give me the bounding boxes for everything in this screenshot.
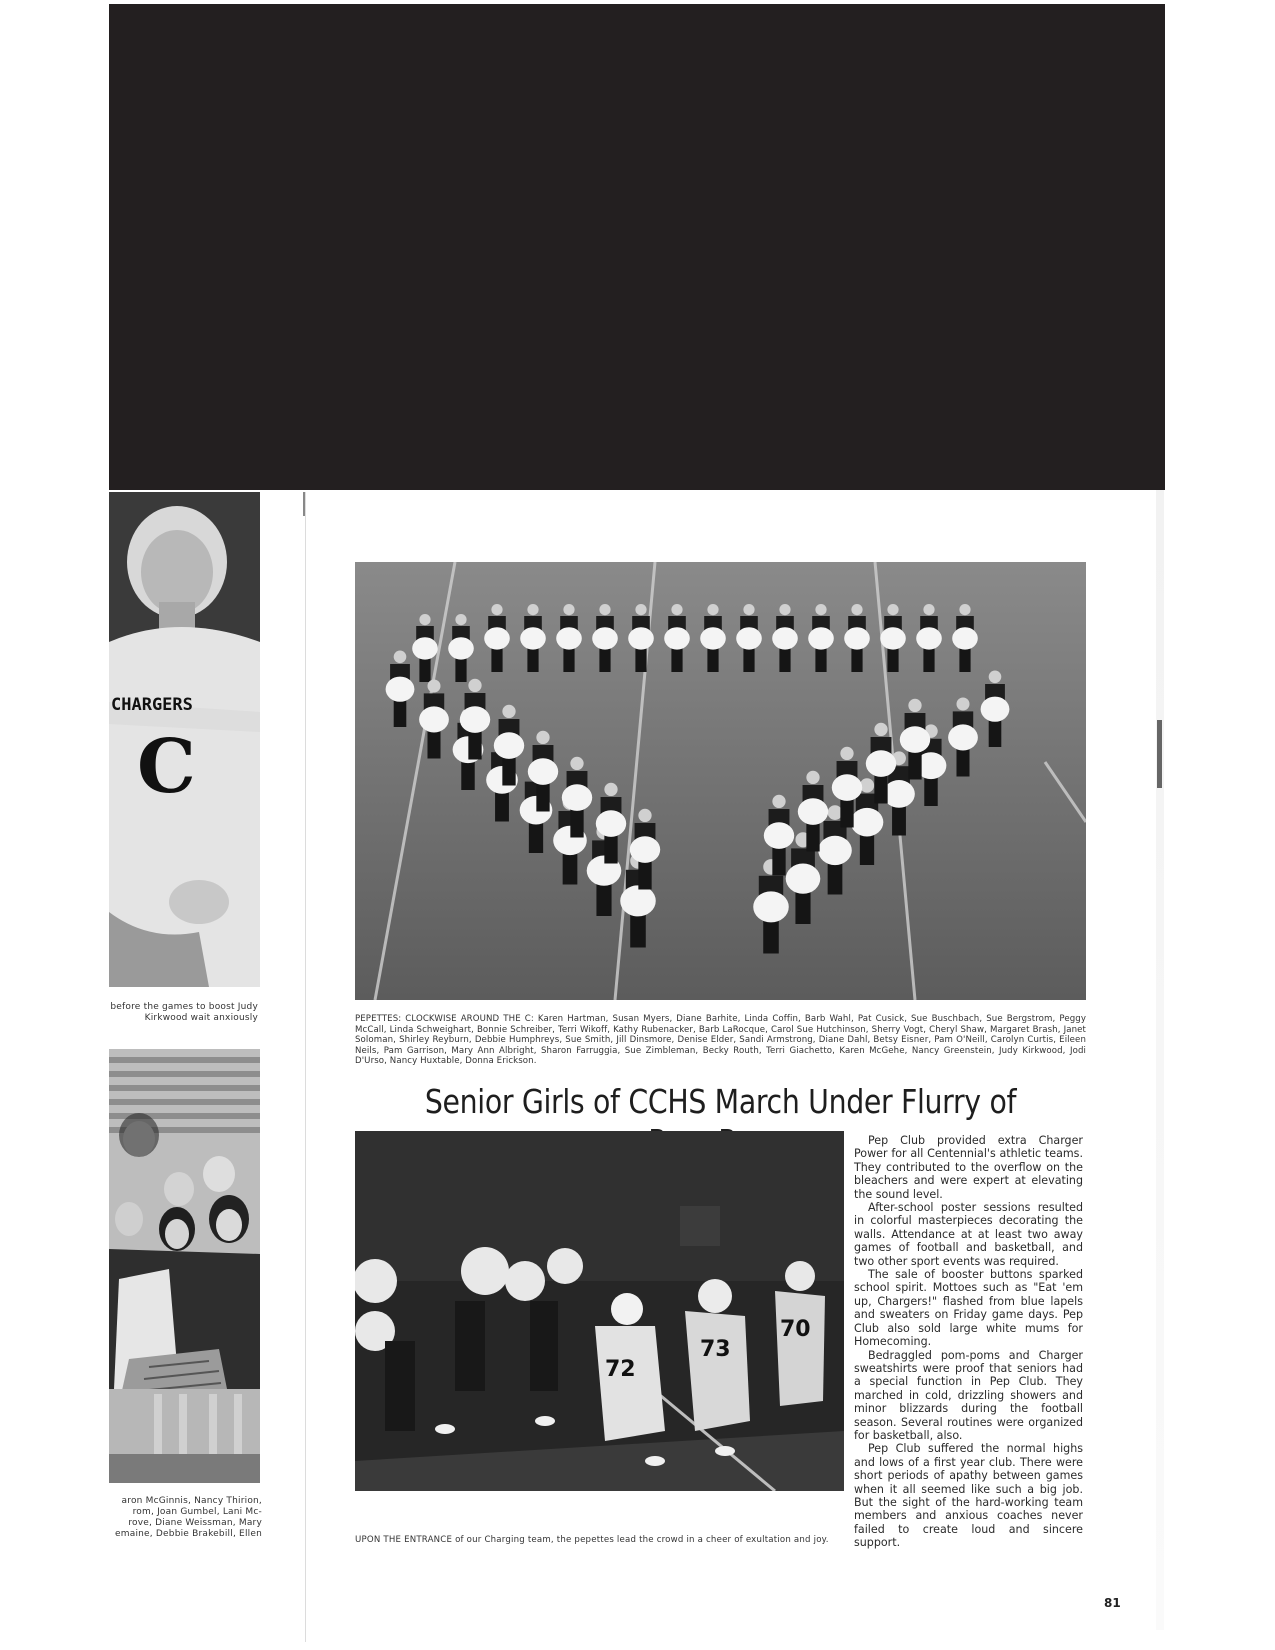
gutter-tick bbox=[303, 492, 305, 516]
article-paragraph: Pep Club suffered the normal highs and lows of a first year club. There were short periods of apathy between games when it all seemed like such a big job. But the sight of the hard-working team members and anxious coaches never failed to create loud and sincere support. bbox=[854, 1442, 1083, 1550]
photo-girl-in-chargers-sweater bbox=[109, 492, 260, 987]
left-bottom-caption: aron McGinnis, Nancy Thirion, rom, Joan Gumbel, Lani Mc- rove, Diane Weissman, Mary emaine, Debbie Brakebill, Ellen bbox=[115, 1496, 262, 1539]
page-number: 81 bbox=[1104, 1596, 1121, 1610]
sweater-letter: C bbox=[137, 724, 196, 810]
article-paragraph: After-school poster sessions resulted in colorful masterpieces decorating the walls. Attendance at at least two away games of football and basketball, and two other sport events was required. bbox=[854, 1201, 1083, 1268]
gutter-line bbox=[305, 492, 306, 1642]
page-edge bbox=[1156, 490, 1164, 1630]
pepettes-caption: PEPETTES: CLOCKWISE AROUND THE C: Karen Hartman, Susan Myers, Diane Barhite, Linda Coffin, Barb Wahl, Pat Cusick, Sue Buschbach, Sue Bergstrom, Peggy McCall, Linda Schweighart, Bonnie Schreiber, Terri Wikoff, Kathy Rubenacker, Barb LaRocque, Carol Sue Hutchinson, Sherry Vogt, Cheryl Shaw, Margaret Brash, Janet Soloman, Shirley Reyburn, Debbie Humphreys, Sue Smith, Jill Dinsmore, Denise Elder, Sandi Armstrong, Diane Dahl, Betsy Eisner, Pam O'Neill, Carolyn Curtis, Eileen Neils, Pam Garrison, Mary Ann Albright, Sharon Farruggia, Sue Zimbleman, Becky Routh, Terri Giachetto, Karen McGehe, Nancy Greenstein, Judy Kirkwood, Jodi D'Urso, Nancy Huxtable, Donna Erickson. bbox=[355, 1014, 1086, 1066]
jersey-number-72: 72 bbox=[605, 1357, 636, 1382]
page-headline: Senior Girls of CCHS March Under Flurry of bbox=[424, 1082, 1017, 1121]
photo-pepettes-c-formation bbox=[355, 562, 1086, 1000]
article-paragraph: Bedraggled pom-poms and Charger sweatshirts were proof that seniors had a special function in Pep Club. They marched in cold, drizzling showers and minor blizzards during the football season. Several routines were organized for basketball, also. bbox=[854, 1348, 1083, 1442]
photo-girls-on-bleachers bbox=[109, 1049, 260, 1483]
article-body bbox=[854, 1134, 1083, 1550]
jersey-number-73: 73 bbox=[700, 1337, 731, 1362]
left-top-caption: before the games to boost Judy Kirkwood wait anxiously bbox=[110, 1002, 258, 1023]
edge-mark bbox=[1157, 720, 1162, 788]
article-paragraph: The sale of booster buttons sparked school spirit. Mottoes such as "Eat 'em up, Chargers!" flashed from blue lapels and sweaters on Friday game days. Pep Club also sold large white mums for Homecoming. bbox=[854, 1268, 1083, 1349]
dark-scan-band bbox=[109, 4, 1165, 490]
sweater-text: CHARGERS bbox=[111, 695, 193, 715]
article-paragraph: Pep Club provided extra Charger Power for all Centennial's athletic teams. They contributed to the overflow on the bleachers and were expert at elevating the sound level. bbox=[854, 1134, 1083, 1201]
entrance-caption: UPON THE ENTRANCE of our Charging team, the pepettes lead the crowd in a cheer of exultation and joy. bbox=[355, 1535, 829, 1545]
jersey-number-70: 70 bbox=[780, 1317, 811, 1342]
photo-team-entrance bbox=[355, 1131, 844, 1491]
